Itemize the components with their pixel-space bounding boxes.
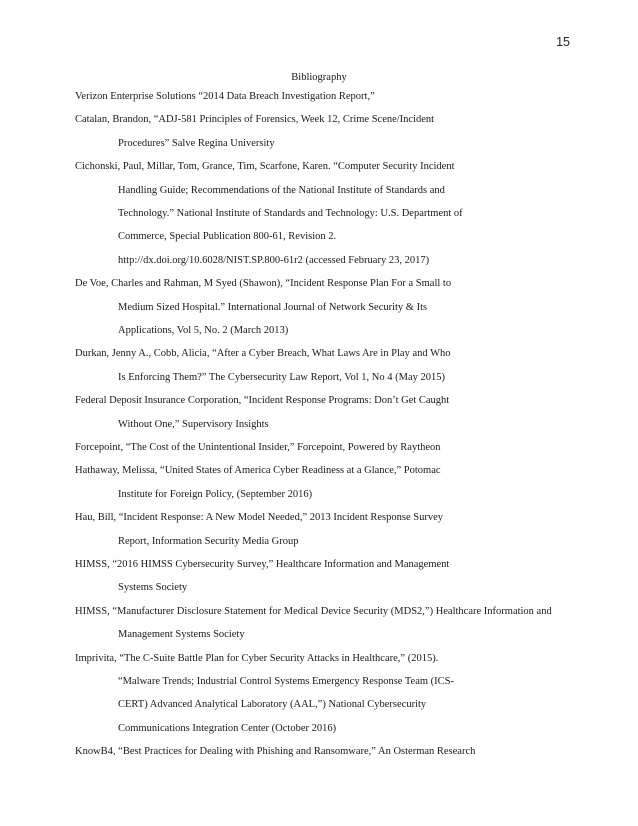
bibliography-entry-line: Handling Guide; Recommendations of the National Institute of Standards and xyxy=(118,184,445,196)
bibliography-entry-line: Without One,” Supervisory Insights xyxy=(118,418,269,430)
bibliography-entry-line: Systems Society xyxy=(118,582,188,594)
bibliography-entry-line: “Malware Trends; Industrial Control Systems Emergency Response Team (ICS- xyxy=(118,676,454,687)
bibliography-entry-line: Imprivita, “The C-Suite Battle Plan for Cyber Security Attacks in Healthcare,” (2015). xyxy=(75,652,439,664)
bibliography-entry-line: Verizon Enterprise Solutions “2014 Data Breach Investigation Report,” xyxy=(75,91,375,102)
bibliography-entry-line: Report, Information Security Media Group xyxy=(118,535,299,547)
bibliography-entry-line: Is Enforcing Them?” The Cybersecurity Law Report, Vol 1, No 4 (May 2015) xyxy=(118,371,445,383)
bibliography-entry-line: Management Systems Society xyxy=(118,629,245,641)
bibliography-entry-line: CERT) Advanced Analytical Laboratory (AAL,”) National Cybersecurity xyxy=(118,699,427,711)
bibliography-entry-line: Hau, Bill, “Incident Response: A New Model Needed,” 2013 Incident Response Survey xyxy=(75,512,444,524)
bibliography-entry-line: Medium Sized Hospital.” International Journal of Network Security & Its xyxy=(118,301,428,313)
bibliography-entry-line: Technology.” National Institute of Standards and Technology: U.S. Department of xyxy=(118,208,463,219)
bibliography-entry-line: Commerce, Special Publication 800-61, Revision 2. xyxy=(118,231,337,243)
bibliography-entry-line: Cichonski, Paul, Millar, Tom, Grance, Tim, Scarfone, Karen. “Computer Security Incident xyxy=(75,161,455,173)
bibliography-entry-line: Institute for Foreign Policy, (September 2016) xyxy=(118,488,313,500)
bibliography-entry-line: Applications, Vol 5, No. 2 (March 2013) xyxy=(118,325,289,336)
bibliography-entry-line: De Voe, Charles and Rahman, M Syed (Shawon), “Incident Response Plan For a Small to xyxy=(75,278,452,290)
page-number: 15 xyxy=(556,35,570,49)
bibliography-entry-line: Hathaway, Melissa, “United States of America Cyber Readiness at a Glance,” Potomac xyxy=(75,465,441,477)
bibliography-entry-line: Durkan, Jenny A., Cobb, Alicia, “After a Cyber Breach, What Laws Are in Play and Who xyxy=(75,348,451,360)
bibliography-entry-line: KnowB4, “Best Practices for Dealing with Phishing and Ransomware,” An Osterman Research xyxy=(75,746,476,758)
bibliography-entry-line: Communications Integration Center (October 2016) xyxy=(118,722,337,734)
bibliography-entry-line: HIMSS, “2016 HIMSS Cybersecurity Survey,” Healthcare Information and Management xyxy=(75,559,450,570)
bibliography-entry-line: HIMSS, “Manufacturer Disclosure Statement for Medical Device Security (MDS2,”) Healthcare Information and xyxy=(75,605,552,617)
bibliography-entry-line: http://dx.doi.org/10.6028/NIST.SP.800-61r2 (accessed February 23, 2017) xyxy=(118,254,430,266)
bibliography-entry-line: Forcepoint, “The Cost of the Unintentional Insider,” Forcepoint, Powered by Raytheon xyxy=(75,442,441,453)
bibliography-entry-line: Federal Deposit Insurance Corporation, “Incident Response Programs: Don’t Get Caught xyxy=(75,395,450,407)
bibliography-heading: Bibliography xyxy=(291,72,347,83)
bibliography-entry-line: Catalan, Brandon, “ADJ-581 Principles of Forensics, Week 12, Crime Scene/Incident xyxy=(75,114,435,126)
bibliography-entry-line: Procedures” Salve Regina University xyxy=(118,137,275,149)
